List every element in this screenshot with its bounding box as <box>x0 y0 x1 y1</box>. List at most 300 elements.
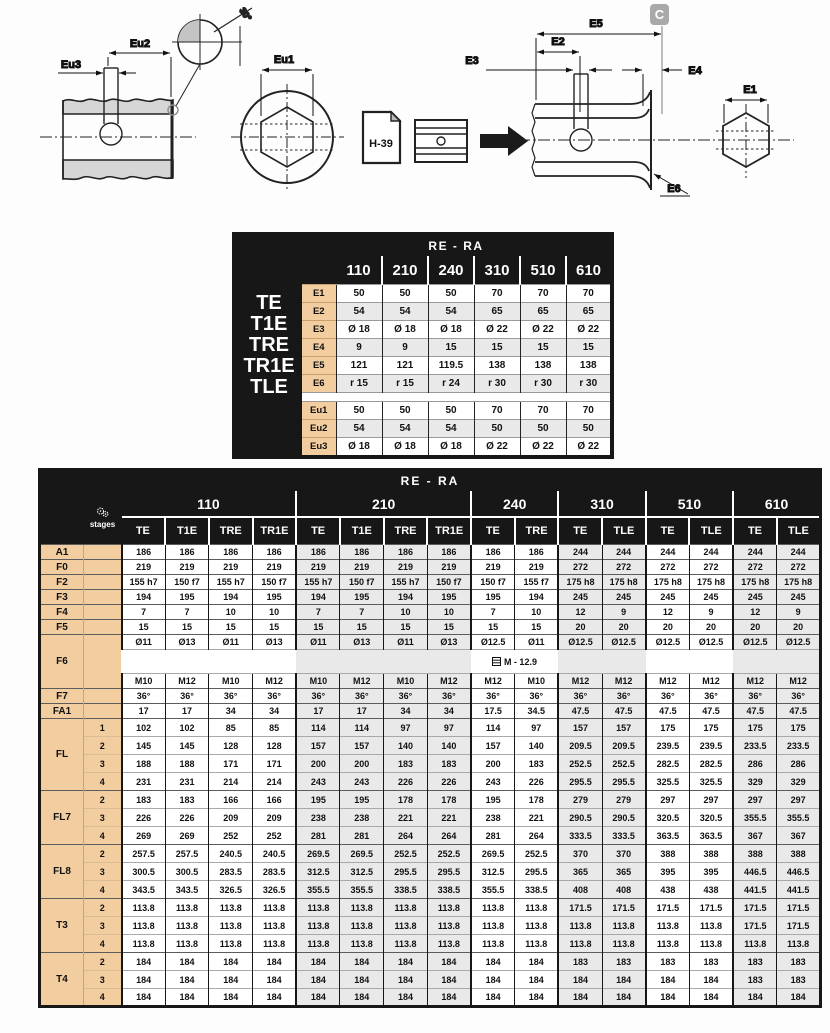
cell: 264 <box>515 827 559 845</box>
row-label: F7 <box>40 689 84 704</box>
stage-cell <box>84 575 122 590</box>
table-row <box>40 575 821 590</box>
cell: 65 <box>566 303 612 321</box>
cell: 297 <box>646 791 690 809</box>
cell: 15 <box>427 620 471 635</box>
cell: 113.8 <box>296 917 340 935</box>
dim-label-e3: E3 <box>465 55 479 67</box>
cell: 312.5 <box>340 863 384 881</box>
stage-cell: 2 <box>84 791 122 809</box>
cell: 186 <box>165 545 209 560</box>
small-table-title: RE - RA <box>302 234 612 256</box>
cell: 113.8 <box>427 935 471 953</box>
cell: 50 <box>336 402 382 420</box>
cell: 7 <box>471 605 515 620</box>
cell: 145 <box>122 737 166 755</box>
cell: 355.5 <box>733 809 777 827</box>
cell: 113.8 <box>602 935 646 953</box>
row-label: E4 <box>302 339 336 357</box>
cell: 312.5 <box>296 863 340 881</box>
cell: 20 <box>777 620 821 635</box>
cell: 36° <box>253 689 297 704</box>
table-row <box>40 935 821 953</box>
cell: 295.5 <box>515 863 559 881</box>
cell: Ø13 <box>427 635 471 650</box>
cell: 238 <box>296 809 340 827</box>
cell: 209 <box>253 809 297 827</box>
cell: 184 <box>340 989 384 1007</box>
cell: 295.5 <box>558 773 602 791</box>
cell: 36° <box>602 689 646 704</box>
row-label: F0 <box>40 560 84 575</box>
cell: 113.8 <box>689 917 733 935</box>
cell: 47.5 <box>646 704 690 719</box>
cell: 113.8 <box>384 917 428 935</box>
cell: 171 <box>253 755 297 773</box>
dim-label-e2: E2 <box>551 36 565 48</box>
row-label: F4 <box>40 605 84 620</box>
cell: 200 <box>296 755 340 773</box>
cell: M12 <box>471 674 515 689</box>
cell: 329 <box>777 773 821 791</box>
cell: 140 <box>515 737 559 755</box>
dimension-e5 <box>536 18 661 100</box>
cell: M12 <box>165 674 209 689</box>
cell: 438 <box>646 881 690 899</box>
cell: 34 <box>427 704 471 719</box>
cell: 264 <box>427 827 471 845</box>
cell: 7 <box>296 605 340 620</box>
cell: r 15 <box>382 375 428 393</box>
stage-cell <box>84 635 122 689</box>
cell: 50 <box>428 285 474 303</box>
cell: 85 <box>253 719 297 737</box>
cell: 184 <box>384 971 428 989</box>
table-row <box>40 863 821 881</box>
cell: 114 <box>340 719 384 737</box>
cell: 113.8 <box>209 917 253 935</box>
cell: 388 <box>689 845 733 863</box>
column-header: TE <box>558 517 602 545</box>
cell: 97 <box>384 719 428 737</box>
cell: 184 <box>296 989 340 1007</box>
cell: 9 <box>777 605 821 620</box>
cell: 338.5 <box>384 881 428 899</box>
cell: 370 <box>602 845 646 863</box>
cell: 195 <box>471 791 515 809</box>
cell: 184 <box>515 953 559 971</box>
dim-label-eu2: Eu2 <box>129 38 151 50</box>
cell: 113.8 <box>340 935 384 953</box>
cell: 355.5 <box>296 881 340 899</box>
table-row <box>40 881 821 899</box>
stage-cell: 4 <box>84 827 122 845</box>
cell: 175 <box>689 719 733 737</box>
cell: 272 <box>646 560 690 575</box>
cell: 10 <box>515 605 559 620</box>
cell: 15 <box>520 339 566 357</box>
cell: 184 <box>558 971 602 989</box>
cell: 36° <box>427 689 471 704</box>
sleeve-end-view <box>716 104 776 178</box>
dim-label-e4: E4 <box>688 65 702 77</box>
dim-label-e1: E1 <box>743 84 757 96</box>
cell: 157 <box>296 737 340 755</box>
table-row <box>40 560 821 575</box>
cell: 184 <box>253 989 297 1007</box>
cell: 138 <box>566 357 612 375</box>
cell: 10 <box>384 605 428 620</box>
cell: Ø 18 <box>382 438 428 458</box>
cell: 239.5 <box>689 737 733 755</box>
size-column-header: 610 <box>566 256 612 285</box>
cell: 184 <box>253 971 297 989</box>
cell: 175 h8 <box>558 575 602 590</box>
cell: 113.8 <box>558 935 602 953</box>
table-row <box>40 674 821 689</box>
cell: 252.5 <box>427 845 471 863</box>
cell: 186 <box>340 545 384 560</box>
cell: r 15 <box>336 375 382 393</box>
cell: 184 <box>165 989 209 1007</box>
dim-label-eu1: Eu1 <box>273 54 295 66</box>
group-header: 210 <box>296 491 471 517</box>
cell: 70 <box>474 285 520 303</box>
cell: 113.8 <box>646 935 690 953</box>
cell: 184 <box>733 989 777 1007</box>
cell: 36° <box>689 689 733 704</box>
cell: 194 <box>122 590 166 605</box>
cell: 186 <box>209 545 253 560</box>
cell: 219 <box>427 560 471 575</box>
cell: 113.8 <box>384 899 428 917</box>
row-label: E1 <box>302 285 336 303</box>
cell: 114 <box>296 719 340 737</box>
cell: 175 h8 <box>602 575 646 590</box>
f6-note-spacer <box>733 650 820 674</box>
small-table <box>232 232 614 459</box>
cell: 113.8 <box>471 917 515 935</box>
separator <box>302 393 612 402</box>
cell: 121 <box>336 357 382 375</box>
cell: 243 <box>340 773 384 791</box>
size-column-header: 310 <box>474 256 520 285</box>
cell: 113.8 <box>384 935 428 953</box>
cell: 50 <box>520 420 566 438</box>
small-table-side-label <box>234 234 302 457</box>
cell: Ø 22 <box>474 321 520 339</box>
cell: 178 <box>427 791 471 809</box>
cell: 272 <box>558 560 602 575</box>
cell: 257.5 <box>165 845 209 863</box>
cell: M12 <box>777 674 821 689</box>
cell: 214 <box>253 773 297 791</box>
cell: 113.8 <box>427 899 471 917</box>
group-header: 610 <box>733 491 820 517</box>
cell: 252 <box>253 827 297 845</box>
cell: 15 <box>428 339 474 357</box>
cell: 17 <box>296 704 340 719</box>
cell: 20 <box>733 620 777 635</box>
cell: 264 <box>384 827 428 845</box>
cell: 367 <box>733 827 777 845</box>
cell: 209.5 <box>558 737 602 755</box>
table-row <box>40 917 821 935</box>
cell: 194 <box>384 590 428 605</box>
cell: 113.8 <box>122 899 166 917</box>
cell: 343.5 <box>122 881 166 899</box>
cell: 97 <box>515 719 559 737</box>
cell: 209.5 <box>602 737 646 755</box>
cell: 326.5 <box>209 881 253 899</box>
cell: 12 <box>558 605 602 620</box>
cell: 338.5 <box>427 881 471 899</box>
cell: 70 <box>566 285 612 303</box>
stage-cell <box>84 704 122 719</box>
cell: 15 <box>253 620 297 635</box>
cell: 320.5 <box>689 809 733 827</box>
cell: 128 <box>253 737 297 755</box>
cell: 184 <box>209 953 253 971</box>
cell: 194 <box>296 590 340 605</box>
cell: 231 <box>122 773 166 791</box>
cell: 36° <box>340 689 384 704</box>
cell: 166 <box>209 791 253 809</box>
cell: Ø11 <box>209 635 253 650</box>
cell: 9 <box>689 605 733 620</box>
cell: 15 <box>384 620 428 635</box>
row-label: Eu3 <box>302 438 336 458</box>
row-label: E3 <box>302 321 336 339</box>
cell: 184 <box>122 971 166 989</box>
cell: Ø13 <box>253 635 297 650</box>
section-badge: C <box>650 4 669 25</box>
cell: 395 <box>689 863 733 881</box>
cell: 155 f7 <box>515 575 559 590</box>
cell: 150 f7 <box>253 575 297 590</box>
cell: 183 <box>777 971 821 989</box>
cell: 219 <box>165 560 209 575</box>
cell: 184 <box>253 953 297 971</box>
cell: 244 <box>689 545 733 560</box>
side-label: TR1E <box>243 355 295 377</box>
cell: 171.5 <box>733 899 777 917</box>
cell: 297 <box>777 791 821 809</box>
cell: 300.5 <box>165 863 209 881</box>
cell: 36° <box>165 689 209 704</box>
cell: 36° <box>558 689 602 704</box>
cell: 283.5 <box>209 863 253 881</box>
cell: 54 <box>336 303 382 321</box>
cell: 195 <box>340 791 384 809</box>
cell: M10 <box>296 674 340 689</box>
cell: 7 <box>165 605 209 620</box>
cell: 186 <box>427 545 471 560</box>
cell: 36° <box>515 689 559 704</box>
cell: 113.8 <box>209 935 253 953</box>
cell: 195 <box>165 590 209 605</box>
cell: 15 <box>209 620 253 635</box>
cell: Ø12.5 <box>777 635 821 650</box>
side-label: TRE <box>249 334 289 356</box>
cell: Ø 22 <box>566 438 612 458</box>
column-header: TRE <box>384 517 428 545</box>
cell: 9 <box>336 339 382 357</box>
cell: 7 <box>340 605 384 620</box>
cell: 171.5 <box>558 899 602 917</box>
cell: 65 <box>520 303 566 321</box>
cell: M12 <box>602 674 646 689</box>
header-spacer <box>302 256 336 285</box>
cell: 50 <box>566 420 612 438</box>
cell: 113.8 <box>471 899 515 917</box>
side-label: TLE <box>250 376 288 398</box>
keyway-slot <box>570 74 592 151</box>
cell: 219 <box>471 560 515 575</box>
cell: 363.5 <box>646 827 690 845</box>
cell: Ø 22 <box>474 438 520 458</box>
cell: 157 <box>340 737 384 755</box>
cell: Ø 18 <box>428 321 474 339</box>
cell: 183 <box>602 953 646 971</box>
cell: 195 <box>427 590 471 605</box>
cell: Ø 18 <box>336 438 382 458</box>
table-row <box>40 755 821 773</box>
cell: 47.5 <box>733 704 777 719</box>
column-header: TR1E <box>253 517 297 545</box>
column-header: TE <box>733 517 777 545</box>
cell: 184 <box>340 953 384 971</box>
arrow-right-icon <box>480 126 528 156</box>
cell: 155 h7 <box>296 575 340 590</box>
cell: 272 <box>602 560 646 575</box>
cell: 113.8 <box>122 917 166 935</box>
cell: Ø12.5 <box>602 635 646 650</box>
stage-cell <box>84 605 122 620</box>
cell: 245 <box>558 590 602 605</box>
cell: 221 <box>384 809 428 827</box>
cell: M12 <box>646 674 690 689</box>
cell: 240.5 <box>209 845 253 863</box>
cell: 245 <box>646 590 690 605</box>
cell: 184 <box>471 989 515 1007</box>
column-header: T1E <box>165 517 209 545</box>
cell: 184 <box>427 971 471 989</box>
cell: 171.5 <box>777 899 821 917</box>
cell: 183 <box>122 791 166 809</box>
cell: 54 <box>382 303 428 321</box>
side-label: T1E <box>250 313 288 335</box>
cell: 183 <box>558 953 602 971</box>
cell: 219 <box>296 560 340 575</box>
cell: 186 <box>515 545 559 560</box>
cell: 312.5 <box>471 863 515 881</box>
cell: 184 <box>558 989 602 1007</box>
cell: 113.8 <box>777 935 821 953</box>
cell: 214 <box>209 773 253 791</box>
cell: 20 <box>689 620 733 635</box>
cell: 150 f7 <box>427 575 471 590</box>
cell: 355.5 <box>777 809 821 827</box>
cell: 244 <box>777 545 821 560</box>
cell: 15 <box>340 620 384 635</box>
stages-header <box>84 491 122 545</box>
cell: 184 <box>209 989 253 1007</box>
cell: Ø 18 <box>428 438 474 458</box>
cell: 15 <box>296 620 340 635</box>
cell: 113.8 <box>515 917 559 935</box>
row-label: T4 <box>40 953 84 1007</box>
f6-note-text: M - 12.9 <box>503 656 537 667</box>
cell: 183 <box>689 953 733 971</box>
stage-cell: 3 <box>84 917 122 935</box>
cell: 113.8 <box>296 899 340 917</box>
cell: 15 <box>165 620 209 635</box>
column-header: T1E <box>340 517 384 545</box>
cell: 15 <box>515 620 559 635</box>
cell: 188 <box>122 755 166 773</box>
cell: 36° <box>777 689 821 704</box>
cell: Ø12.5 <box>558 635 602 650</box>
stage-cell <box>84 590 122 605</box>
cell: M10 <box>515 674 559 689</box>
cell: 178 <box>384 791 428 809</box>
column-header: TR1E <box>427 517 471 545</box>
cell: 184 <box>122 953 166 971</box>
cell: 221 <box>427 809 471 827</box>
cell: 12 <box>733 605 777 620</box>
cell: 233.5 <box>777 737 821 755</box>
cell: 286 <box>777 755 821 773</box>
cell: 195 <box>296 791 340 809</box>
cell: 184 <box>122 989 166 1007</box>
cell: Ø11 <box>515 635 559 650</box>
cell: Ø13 <box>340 635 384 650</box>
row-label: F3 <box>40 590 84 605</box>
screw-icon <box>492 657 501 666</box>
cell: 54 <box>336 420 382 438</box>
cell: 186 <box>296 545 340 560</box>
group-header: 110 <box>122 491 297 517</box>
cell: 184 <box>165 953 209 971</box>
group-header: 240 <box>471 491 558 517</box>
cell: 184 <box>646 989 690 1007</box>
cell: 157 <box>471 737 515 755</box>
cell: 195 <box>253 590 297 605</box>
cell: 333.5 <box>602 827 646 845</box>
cell: 269.5 <box>296 845 340 863</box>
cell: 36° <box>296 689 340 704</box>
cell: 113.8 <box>209 899 253 917</box>
cell: 65 <box>474 303 520 321</box>
cell: 279 <box>558 791 602 809</box>
cell: 188 <box>165 755 209 773</box>
cell: Ø 22 <box>520 438 566 458</box>
cell: 269.5 <box>471 845 515 863</box>
table-row <box>40 845 821 863</box>
cell: 128 <box>209 737 253 755</box>
stage-cell: 4 <box>84 935 122 953</box>
cell: 150 f7 <box>340 575 384 590</box>
cell: 244 <box>602 545 646 560</box>
cell: Ø12.5 <box>471 635 515 650</box>
cell: 269 <box>122 827 166 845</box>
cell: 50 <box>382 402 428 420</box>
cell: 155 h7 <box>384 575 428 590</box>
cell: 50 <box>428 402 474 420</box>
cell: 219 <box>515 560 559 575</box>
cell: 113.8 <box>253 935 297 953</box>
